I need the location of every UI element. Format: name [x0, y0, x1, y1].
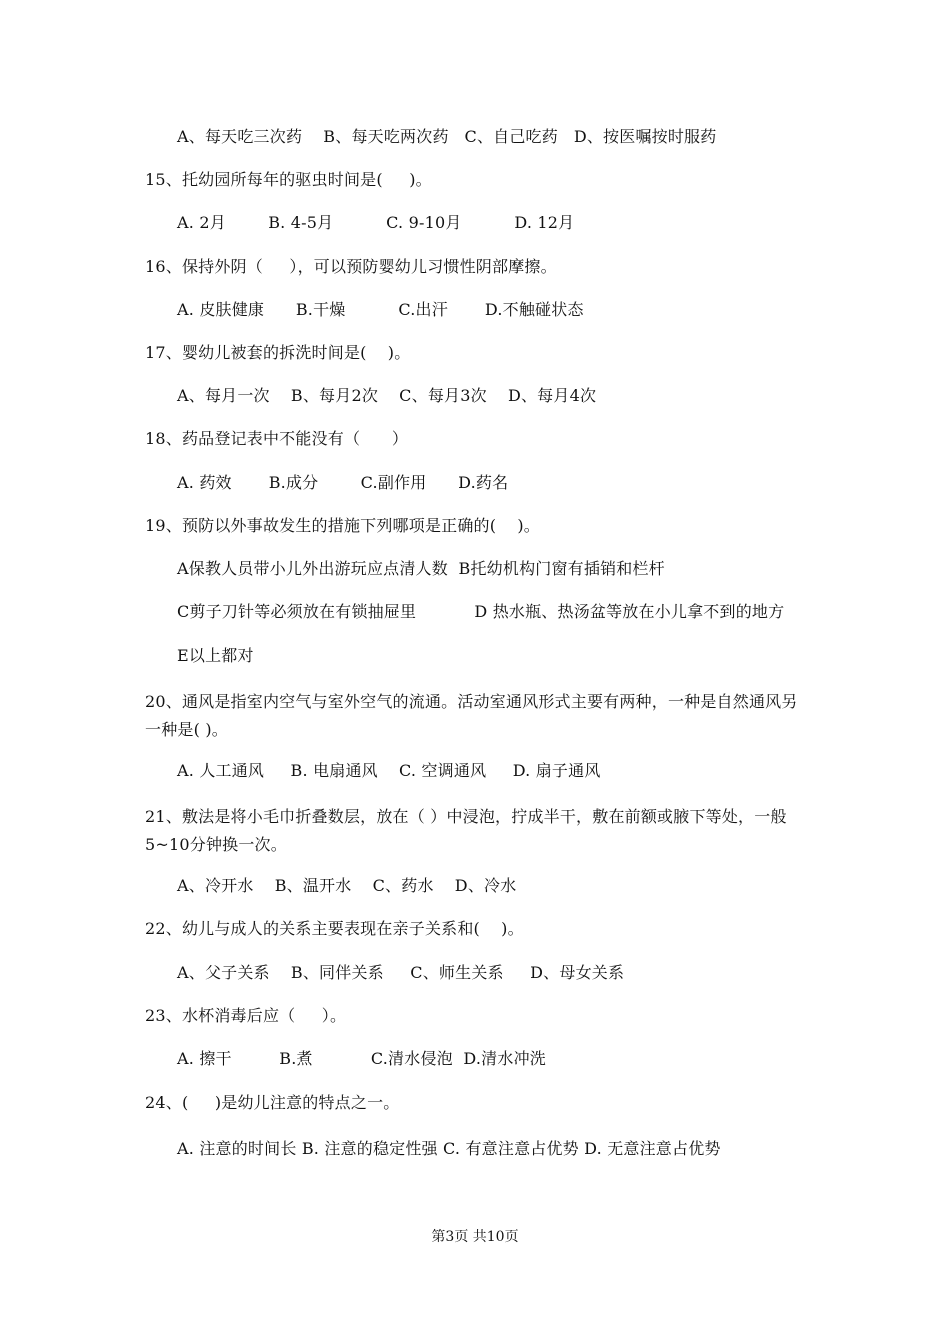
q22-options: A、父子关系 B、同伴关系 C、师生关系 D、母女关系 [177, 963, 625, 982]
q15-options: A. 2月 B. 4-5月 C. 9-10月 D. 12月 [177, 213, 575, 232]
q18-question: 18、药品登记表中不能没有（ ） [145, 429, 409, 448]
q19-question: 19、预防以外事故发生的措施下列哪项是正确的( )。 [145, 516, 540, 535]
page-footer: 第3页 共10页 [431, 1229, 519, 1245]
q18-options: A. 药效 B.成分 C.副作用 D.药名 [177, 473, 509, 492]
q16-options: A. 皮肤健康 B.干燥 C.出汗 D.不触碰状态 [177, 300, 584, 319]
q20-options: A. 人工通风 B. 电扇通风 C. 空调通风 D. 扇子通风 [177, 761, 601, 780]
q23-question: 23、水杯消毒后应（ ）。 [145, 1006, 347, 1025]
q17-question: 17、婴幼儿被套的拆洗时间是( )。 [145, 343, 411, 362]
q19-options-cd: C剪子刀针等必须放在有锁抽屉里 D 热水瓶、热汤盆等放在小儿拿不到的地方 [177, 602, 785, 621]
q21-question: 21、敷法是将小毛巾折叠数层，放在（ ）中浸泡，拧成半干，敷在前额或腋下等处，一般5~10分钟换一次。 [145, 807, 787, 854]
q16-question: 16、保持外阴（ ），可以预防婴幼儿习惯性阴部摩擦。 [145, 257, 557, 276]
q19-option-e: E以上都对 [177, 646, 254, 665]
q24-question: 24、( )是幼儿注意的特点之一。 [145, 1093, 400, 1112]
q24-options: A. 注意的时间长 B. 注意的稳定性强 C. 有意注意占优势 D. 无意注意占优势 [177, 1139, 721, 1158]
q17-options: A、每月一次 B、每月2次 C、每月3次 D、每月4次 [177, 386, 597, 405]
q20-question: 20、通风是指室内空气与室外空气的流通。活动室通风形式主要有两种，一种是自然通风另一种是( )。 [145, 692, 798, 739]
q15-question: 15、托幼园所每年的驱虫时间是( )。 [145, 170, 432, 189]
q22-question: 22、幼儿与成人的关系主要表现在亲子关系和( )。 [145, 919, 524, 938]
q23-options: A. 擦干 B.煮 C.清水侵泡 D.清水冲洗 [177, 1049, 546, 1068]
q19-options-ab: A保教人员带小儿外出游玩应点清人数 B托幼机构门窗有插销和栏杆 [177, 559, 665, 578]
q14-options: A、每天吃三次药 B、每天吃两次药 C、自己吃药 D、按医嘱按时服药 [177, 127, 717, 146]
q21-options: A、冷开水 B、温开水 C、药水 D、冷水 [177, 876, 517, 895]
